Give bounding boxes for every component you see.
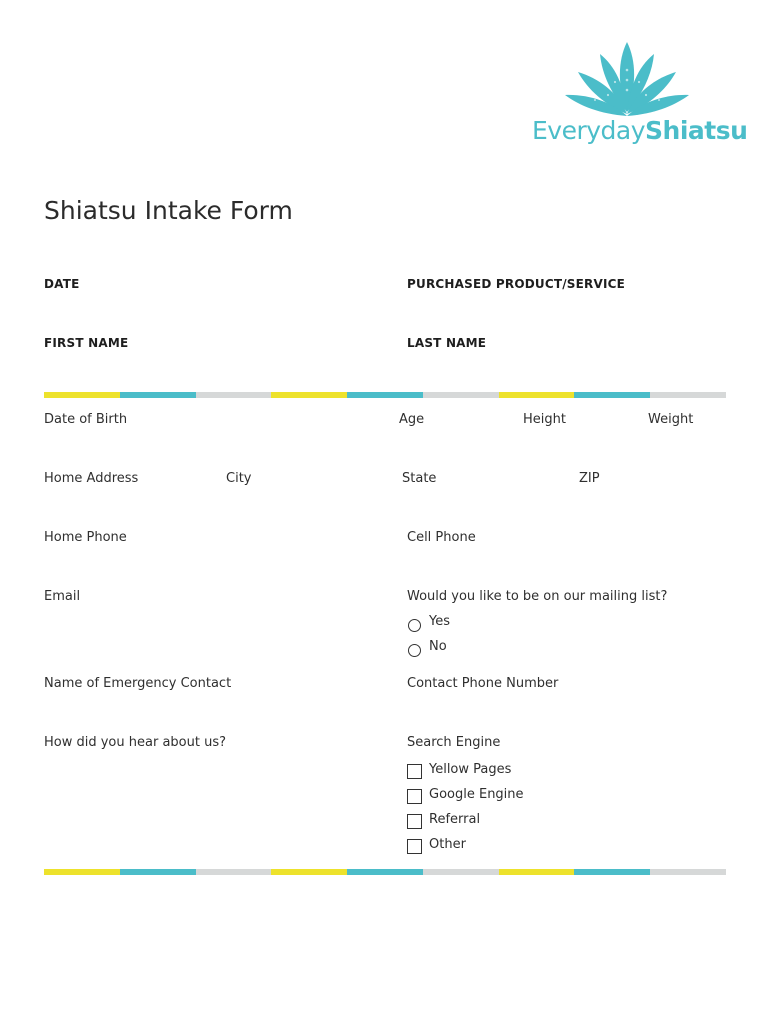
- referral-checkbox[interactable]: [407, 814, 422, 829]
- last-name-label: LAST NAME: [407, 336, 487, 350]
- color-divider-top: [44, 392, 726, 398]
- yellow-pages-label: Yellow Pages: [429, 762, 512, 777]
- divider-segment: [347, 392, 423, 398]
- page-title: Shiatsu Intake Form: [44, 196, 293, 225]
- divider-segment: [499, 392, 575, 398]
- mailing-yes-radio[interactable]: [408, 619, 421, 632]
- height-label: Height: [523, 412, 566, 427]
- divider-segment: [120, 869, 196, 875]
- other-checkbox[interactable]: [407, 839, 422, 854]
- divider-segment: [423, 392, 499, 398]
- cell-phone-label: Cell Phone: [407, 530, 476, 545]
- age-label: Age: [399, 412, 425, 427]
- state-label: State: [402, 471, 437, 486]
- lotus-icon: [560, 40, 695, 120]
- divider-segment: [650, 869, 726, 875]
- contact-phone-label: Contact Phone Number: [407, 676, 559, 691]
- divider-segment: [574, 869, 650, 875]
- divider-segment: [423, 869, 499, 875]
- home-phone-label: Home Phone: [44, 530, 127, 545]
- other-label: Other: [429, 837, 466, 852]
- divider-segment: [499, 869, 575, 875]
- divider-segment: [271, 869, 347, 875]
- logo-word-bold: Shiatsu: [645, 116, 748, 145]
- emergency-contact-label: Name of Emergency Contact: [44, 676, 232, 691]
- color-divider-bottom: [44, 869, 726, 875]
- date-label: DATE: [44, 277, 80, 291]
- weight-label: Weight: [648, 412, 694, 427]
- divider-segment: [120, 392, 196, 398]
- referral-label: Referral: [429, 812, 481, 827]
- first-name-label: FIRST NAME: [44, 336, 129, 350]
- google-engine-checkbox[interactable]: [407, 789, 422, 804]
- mailing-no-label: No: [429, 639, 447, 654]
- home-address-label: Home Address: [44, 471, 139, 486]
- mailing-yes-label: Yes: [429, 614, 450, 629]
- logo: [520, 40, 748, 155]
- city-label: City: [226, 471, 252, 486]
- divider-segment: [44, 869, 120, 875]
- google-engine-label: Google Engine: [429, 787, 524, 802]
- yellow-pages-checkbox[interactable]: [407, 764, 422, 779]
- divider-segment: [650, 392, 726, 398]
- purchased-label: PURCHASED PRODUCT/SERVICE: [407, 277, 626, 291]
- divider-segment: [271, 392, 347, 398]
- logo-word-light: Everyday: [532, 116, 646, 145]
- divider-segment: [44, 392, 120, 398]
- email-label: Email: [44, 589, 81, 604]
- dob-label: Date of Birth: [44, 412, 128, 427]
- mailing-no-radio[interactable]: [408, 644, 421, 657]
- divider-segment: [574, 392, 650, 398]
- divider-segment: [196, 869, 272, 875]
- search-engine-label: Search Engine: [407, 735, 501, 750]
- divider-segment: [347, 869, 423, 875]
- zip-label: ZIP: [579, 471, 600, 486]
- mailing-list-question: Would you like to be on our mailing list?: [407, 589, 668, 604]
- hear-about-label: How did you hear about us?: [44, 735, 226, 750]
- divider-segment: [196, 392, 272, 398]
- logo-wordmark: [532, 116, 747, 145]
